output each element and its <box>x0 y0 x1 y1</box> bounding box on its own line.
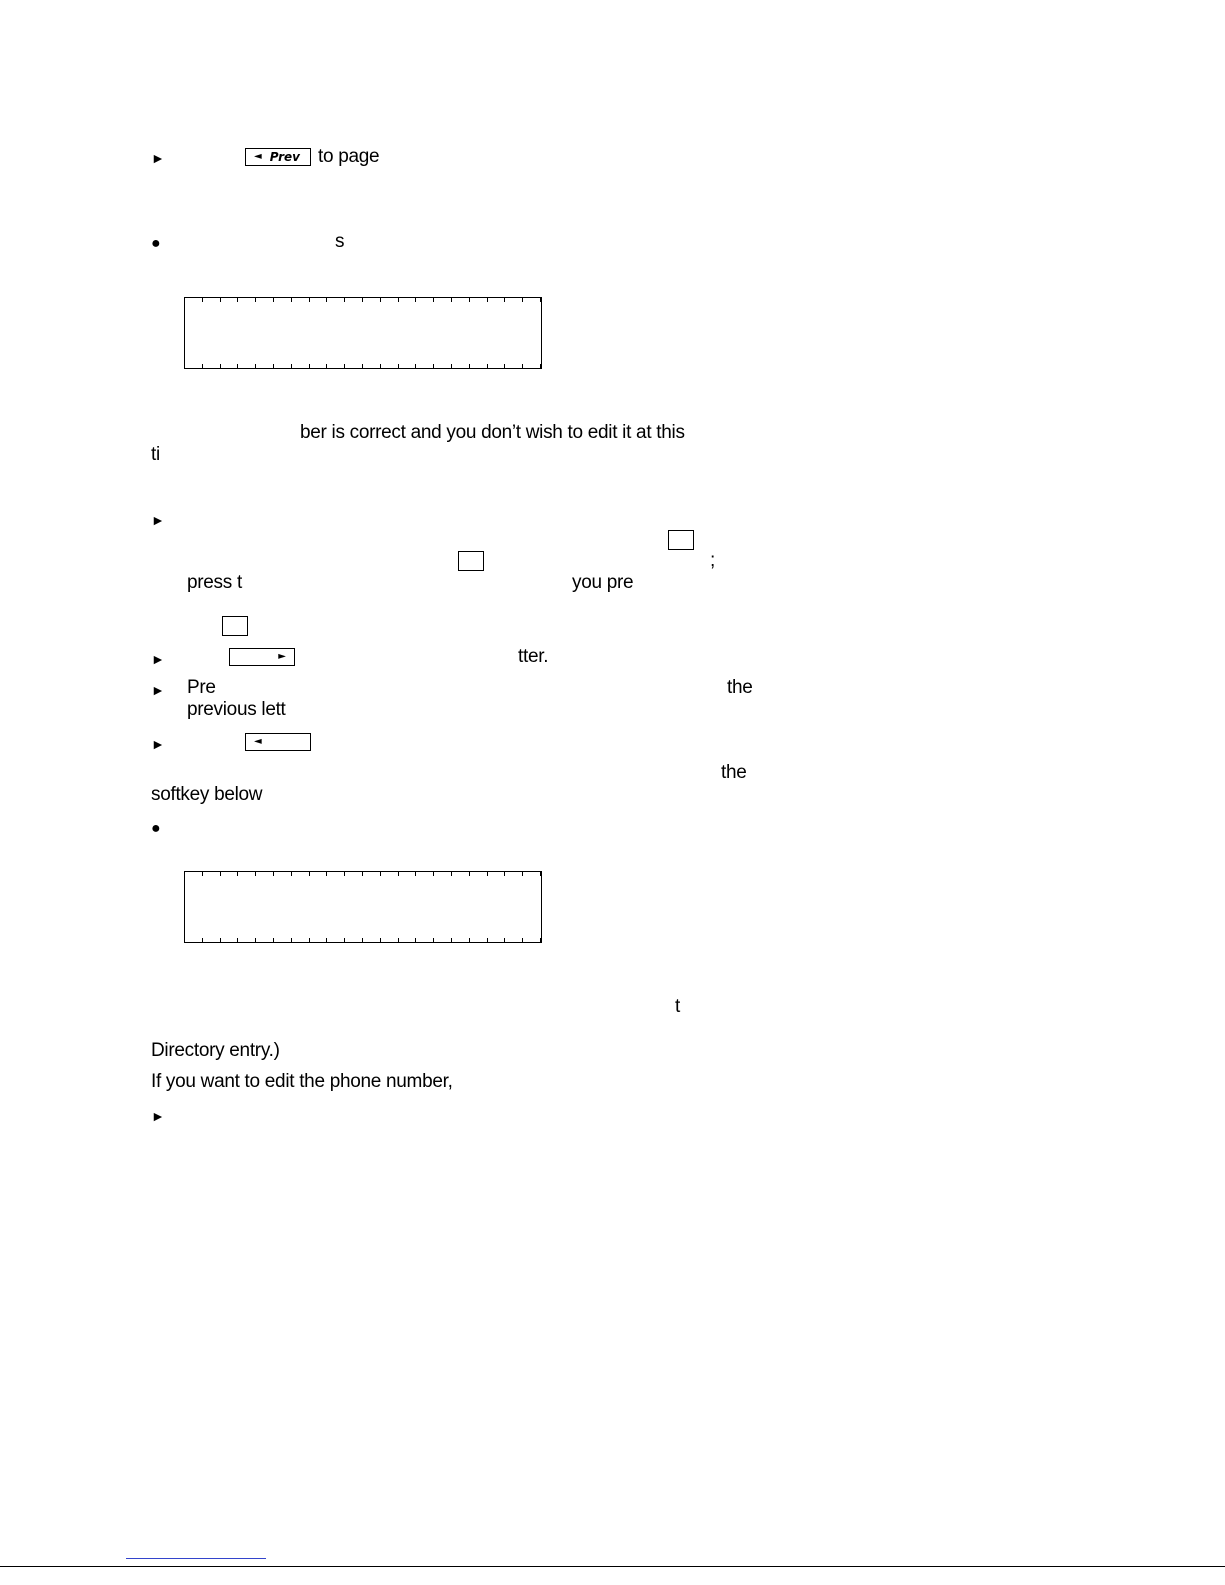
para-2-the: the <box>721 762 747 783</box>
step-arrow: ► <box>151 736 165 752</box>
step-2-press-text: press t <box>187 572 242 593</box>
step-4-pre-text: Pre <box>187 677 216 698</box>
dial-key[interactable] <box>458 551 484 571</box>
step-arrow: ► <box>151 1108 165 1124</box>
dial-key[interactable] <box>668 530 694 550</box>
para-2-softkey-below: softkey below <box>151 784 263 805</box>
step-2-semicolon: ; <box>710 550 715 571</box>
prev-softkey-label: Prev <box>269 150 301 164</box>
step-arrow: ► <box>151 512 165 528</box>
para-1-line-2: ti <box>151 444 160 465</box>
dial-key[interactable] <box>222 616 248 636</box>
step-arrow: ► <box>151 150 165 166</box>
step-2-you-text: you pre <box>572 572 634 593</box>
bullet-1-text: s <box>335 231 345 252</box>
step-4-the-text: the <box>727 677 753 698</box>
prev-softkey[interactable] <box>245 148 311 166</box>
right-triangle-icon: ► <box>278 651 286 662</box>
step-4-previous-text: previous lett <box>187 699 286 720</box>
lcd-display-1 <box>184 297 542 369</box>
right-softkey[interactable] <box>229 648 295 666</box>
step-arrow: ► <box>151 651 165 667</box>
left-triangle-icon: ◄ <box>254 151 262 162</box>
para-3-edit-phone: If you want to edit the phone number, <box>151 1071 453 1092</box>
step-3-text: tter. <box>518 646 549 667</box>
para-3-directory: Directory entry.) <box>151 1040 280 1061</box>
bullet-icon: ● <box>151 235 161 252</box>
left-triangle-icon: ◄ <box>254 736 262 747</box>
footer-rule <box>0 1566 1225 1567</box>
para-1-line-1: ber is correct and you don’t wish to edit it at this <box>300 422 685 443</box>
lcd-display-2 <box>184 871 542 943</box>
bullet-icon: ● <box>151 820 161 837</box>
footer-link-underline <box>126 1558 266 1559</box>
para-3-t: t <box>675 996 680 1017</box>
step-arrow: ► <box>151 682 165 698</box>
step-prev-text: to page <box>318 146 380 167</box>
left-softkey[interactable] <box>245 733 311 751</box>
